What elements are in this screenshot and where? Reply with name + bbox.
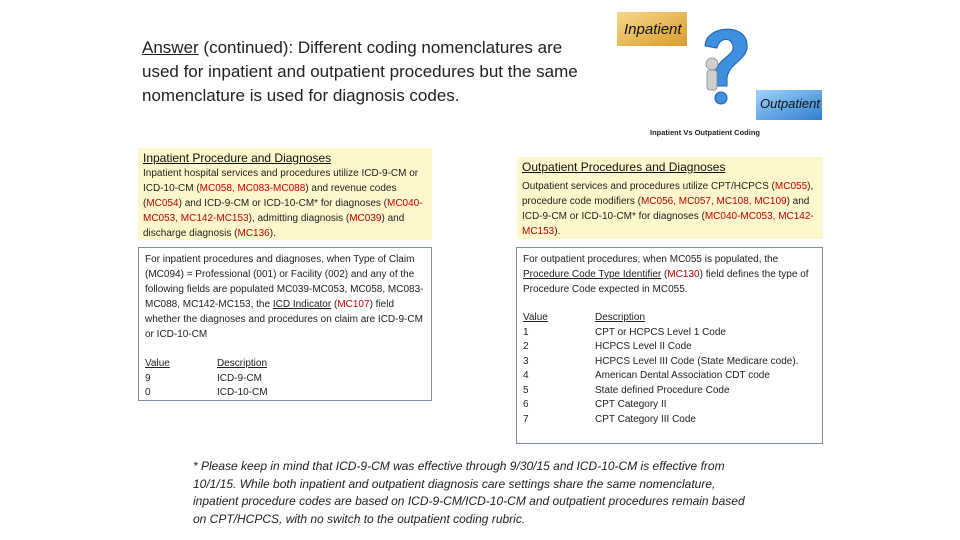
footnote: * Please keep in mind that ICD-9-CM was effective through 9/30/15 and ICD-10-CM is effective from 10/1/15. While both inpatient and outpatient diagnosis care settings share the same nomenclature, inpatient procedure codes are based on ICD-9-CM/ICD-10-CM and outpatient procedures remain based on CPT/HCPCS, with no switch to the outpatient coding rubric. [193,459,745,526]
cell-description: ICD-10-CM [217,387,268,398]
column-header-value: Value [523,312,548,323]
inpatient-diagnoses-title: Inpatient Procedure and Diagnoses [143,151,332,165]
procedure-code-type-field-name: Procedure Code Type Identifier [523,269,662,280]
table-header-row [145,357,268,372]
field-code: MC040-MC053, MC142-MC153 [522,211,814,237]
cell-description: CPT Category III Code [595,413,696,425]
cell-value: 0 [145,387,151,398]
table-row [523,398,798,413]
text-segment: ) and revenue codes ( [143,183,397,209]
field-code: MC040-MC053, MC142-MC153 [143,198,423,224]
cell-value: 9 [145,372,151,384]
text-segment: ). [269,228,276,239]
icd-indicator-text [145,252,425,342]
field-code: MC056, MC057, MC108, MC109 [640,196,787,207]
table-row [145,386,268,401]
cell-description: HCPCS Level III Code (State Medicare code). [595,355,799,367]
cell-value: 4 [523,370,529,381]
cell-value: 1 [523,326,529,338]
procedure-code-type-box [516,247,823,444]
field-code: MC136 [237,228,270,239]
text-segment: ), admitting diagnosis ( [248,213,350,224]
table-row [523,340,798,355]
table-row [523,384,798,399]
field-code: MC107 [337,299,370,310]
cell-description: CPT or HCPCS Level 1 Code [595,326,726,338]
cell-value: 6 [523,399,529,410]
table-row [523,413,798,428]
cell-description: HCPCS Level II Code [595,341,692,352]
text-segment: Inpatient hospital services and procedures utilize ICD-9-CM or ICD-10-CM ( [143,168,419,194]
text-segment: ) and discharge diagnosis ( [143,213,405,239]
icd-indicator-box [138,247,432,401]
text-segment: Outpatient services and procedures utilize CPT/HCPCS ( [522,181,775,192]
text-segment: For inpatient procedures and diagnoses, when Type of Claim (MC094) = Professional (001) or Facility (002) and any of the following fields are populated MC039-MC053, MC058, MC083-MC088, MC142-MC153, the [145,254,424,310]
graphic-caption: Inpatient Vs Outpatient Coding [650,128,760,137]
field-code: MC055 [774,181,808,192]
outpatient-diagnoses-title: Outpatient Procedures and Diagnoses [522,160,726,174]
table-row [523,326,798,341]
field-code: MC039 [349,213,382,224]
text-segment: ) and ICD-9-CM or ICD-10-CM* for diagnoses ( [522,196,810,222]
text-segment: ) and ICD-9-CM or ICD-10-CM* for diagnoses ( [178,198,387,209]
text-segment: ) field whether the diagnoses and procedures on claim are ICD-9-CM or ICD-10-CM [145,299,423,340]
cell-description: State defined Procedure Code [595,384,730,396]
table-row [145,372,268,387]
answer-lead: Answer [142,38,199,57]
text-segment: ). [554,226,561,237]
field-code: MC058, MC083-MC088 [199,183,306,194]
cell-description: ICD-9-CM [217,372,262,384]
cell-value: 5 [523,384,529,396]
field-code: MC054 [146,198,179,209]
cell-description: American Dental Association CDT code [595,370,770,381]
procedure-code-type-table [523,311,798,427]
text-segment: For outpatient procedures, when MC055 is populated, the [523,254,779,265]
outpatient-diagnoses-text [522,179,818,239]
outpatient-diagnoses-box [517,157,823,239]
inpatient-diagnoses-text [143,166,427,241]
column-header-description: Description [595,312,646,323]
inpatient-diagnoses-box [138,148,432,240]
field-code: MC130 [667,269,700,280]
cell-value: 3 [523,355,529,367]
outpatient-label: Outpatient [760,96,820,111]
cell-description: CPT Category II [595,399,667,410]
table-row [523,369,798,384]
text-segment: ( [661,269,668,280]
answer-text [142,36,587,108]
answer-body: (continued): Different coding nomenclatures are used for inpatient and outpatient procedures but the same nomenclature is used for diagnosis codes. [142,38,578,105]
column-header-value: Value [145,358,170,369]
cell-value: 2 [523,341,529,352]
inpatient-outpatient-graphic [617,12,827,124]
text-segment: ( [331,299,338,310]
column-header-description: Description [217,358,268,369]
table-row [523,355,798,370]
cell-value: 7 [523,413,529,425]
procedure-code-type-text [523,252,816,297]
icd-indicator-table [145,357,268,401]
text-segment: ), procedure code modifiers ( [522,181,814,207]
table-header-row [523,311,798,326]
text-segment: ) field defines the type of Procedure Code expected in MC055. [523,269,809,295]
icd-indicator-field-name: ICD Indicator [272,299,332,310]
inpatient-label: Inpatient [624,21,682,38]
